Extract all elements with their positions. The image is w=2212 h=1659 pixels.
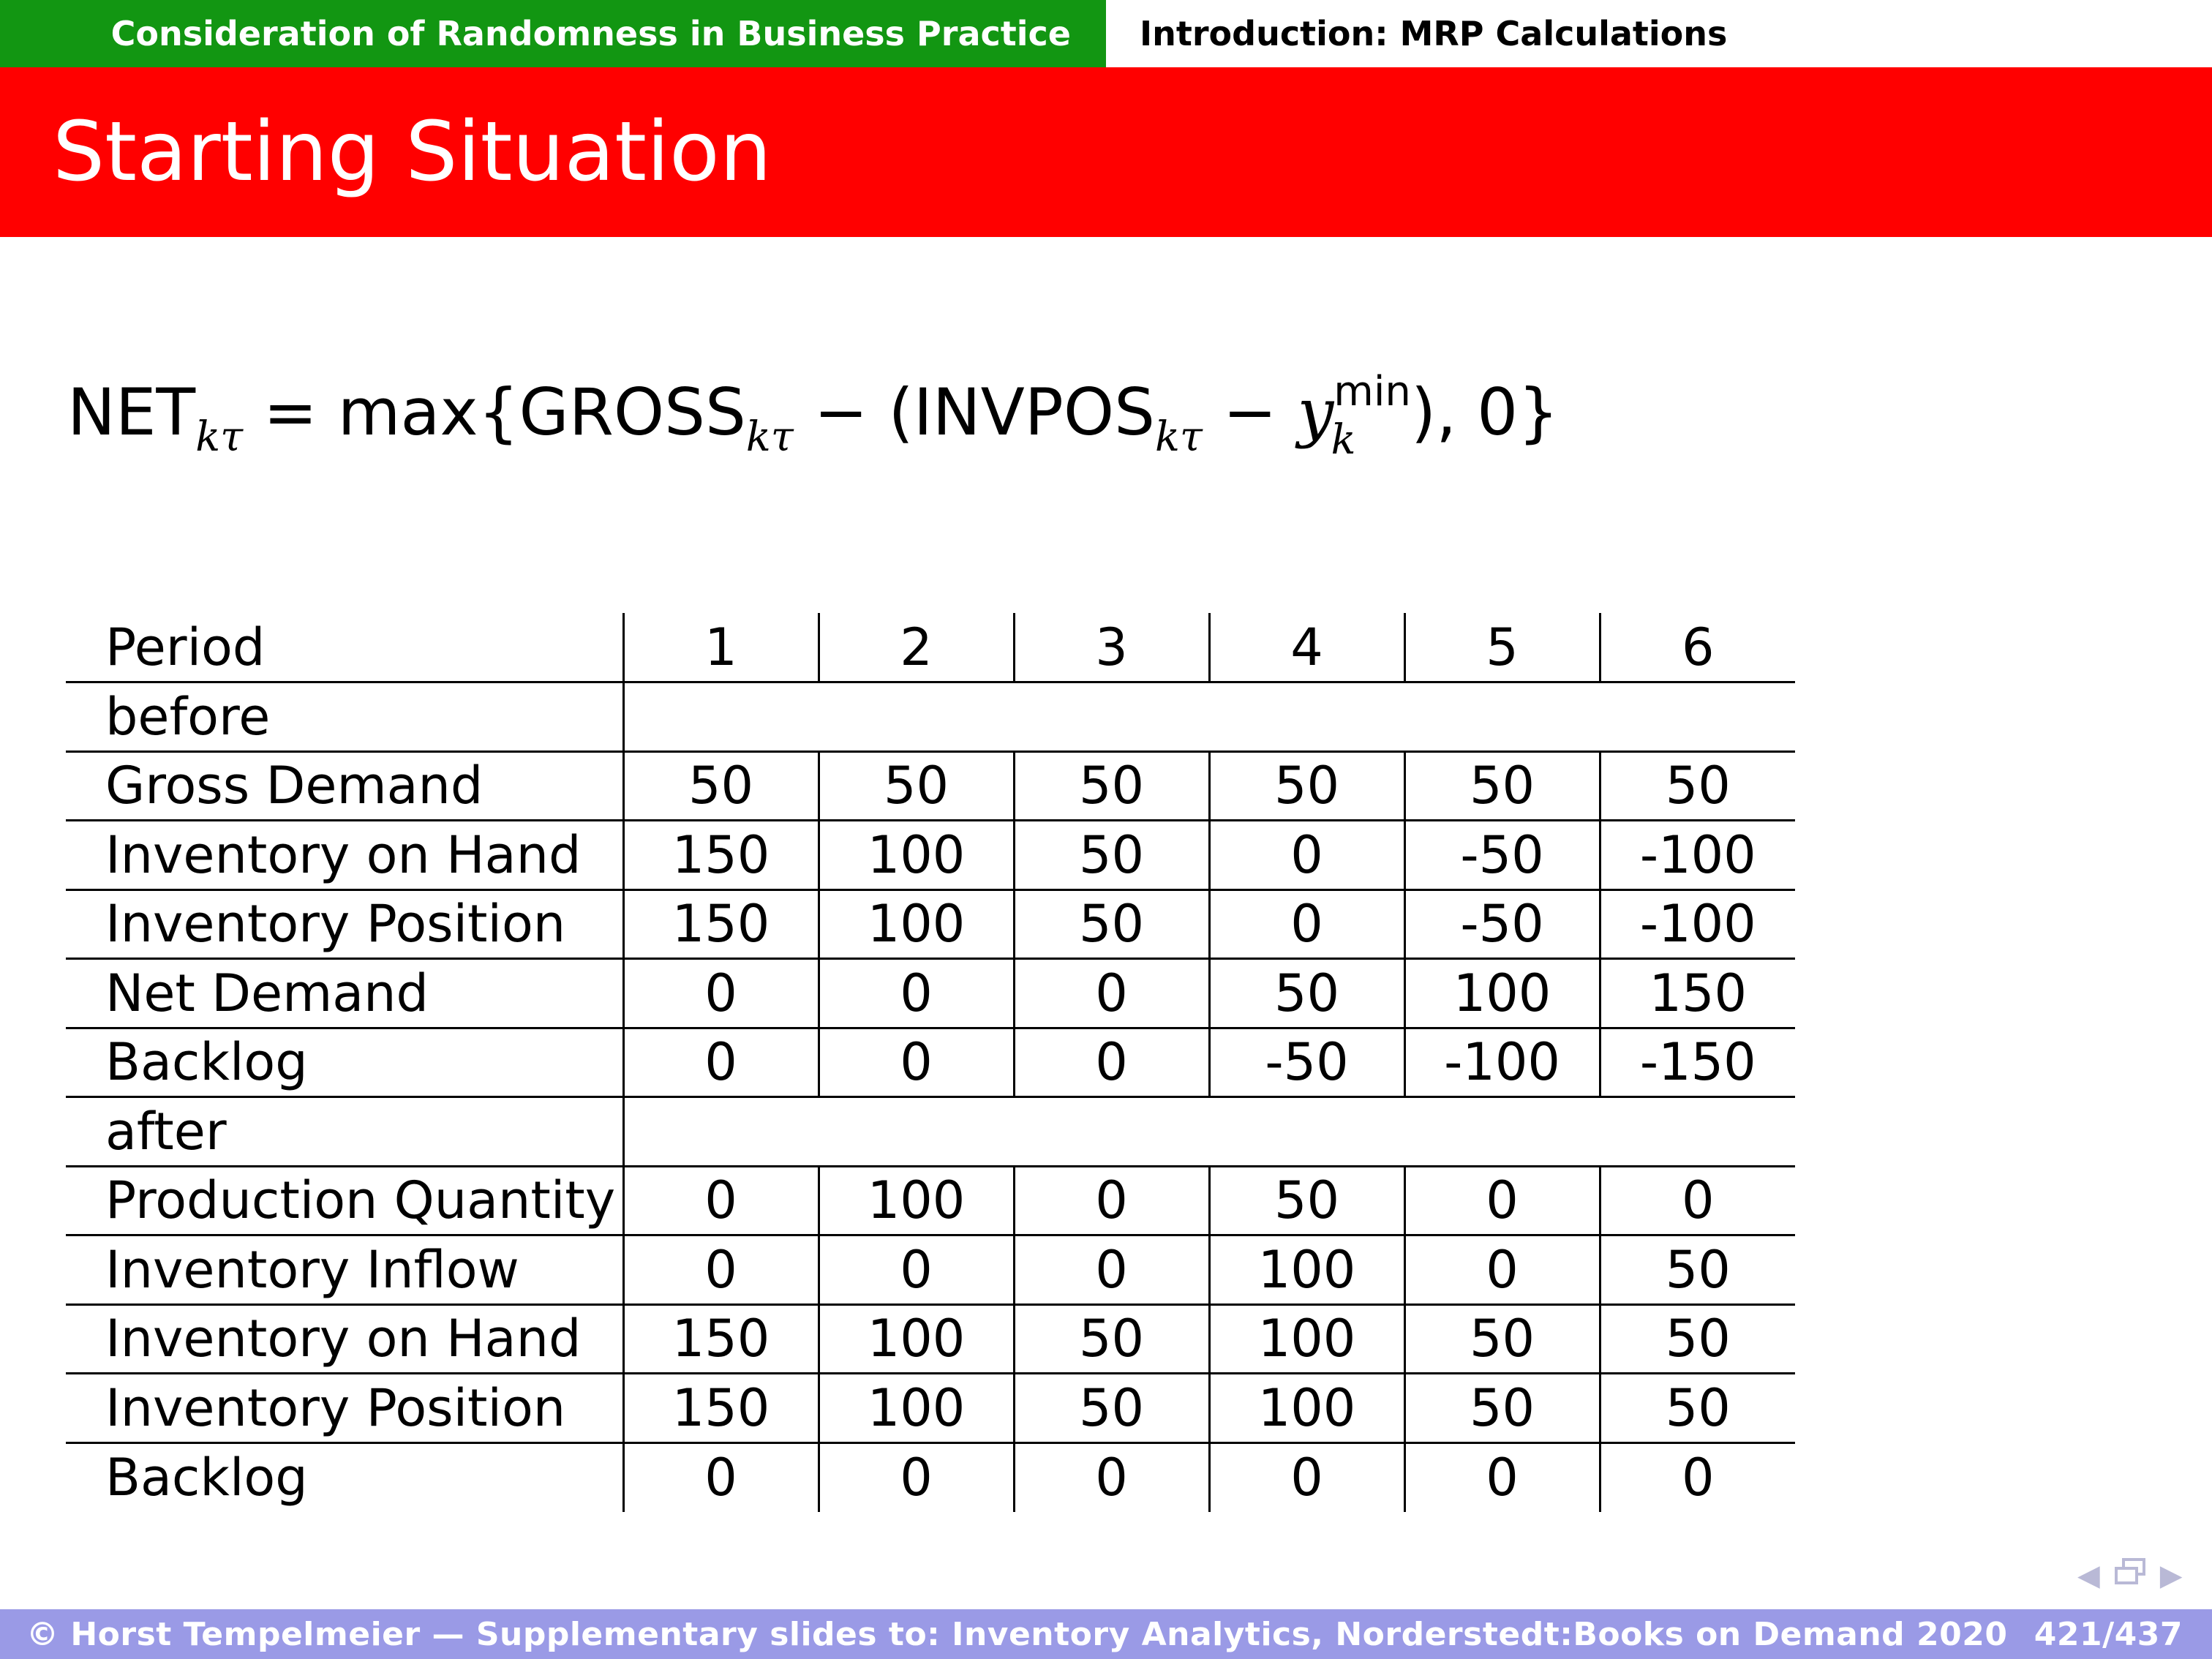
table-cell: 100 bbox=[1404, 959, 1600, 1028]
table-row bbox=[66, 889, 1795, 959]
triangle-right-icon[interactable]: ▶ bbox=[2159, 1559, 2183, 1592]
before-row-label: Backlog bbox=[66, 1028, 623, 1097]
formula-y: y bbox=[1297, 375, 1334, 450]
table-cell: 0 bbox=[819, 1235, 1014, 1305]
table-cell: 0 bbox=[1404, 1442, 1600, 1512]
after-row-label: Production Quantity bbox=[66, 1166, 623, 1235]
table-cell: 100 bbox=[819, 1304, 1014, 1374]
after-row-label: Inventory on Hand bbox=[66, 1304, 623, 1374]
table-row bbox=[66, 751, 1795, 821]
table-cell: 50 bbox=[819, 751, 1014, 821]
table-cell: 50 bbox=[1600, 1374, 1795, 1443]
formula-gross: GROSS bbox=[519, 375, 746, 450]
table-cell: 0 bbox=[1014, 1442, 1209, 1512]
formula-y-sup: min bbox=[1333, 368, 1411, 415]
table-cell: -150 bbox=[1600, 1028, 1795, 1097]
table-cell: 0 bbox=[623, 1235, 819, 1305]
table-cell: 100 bbox=[819, 821, 1014, 890]
table-header-row bbox=[66, 613, 1795, 682]
formula-minus-open: − ( bbox=[793, 375, 914, 450]
period-header: Period bbox=[66, 613, 623, 682]
before-row-label: Inventory on Hand bbox=[66, 821, 623, 890]
table-cell: 50 bbox=[1209, 959, 1404, 1028]
slide-title: Starting Situation bbox=[53, 105, 772, 200]
table-cell: 50 bbox=[1014, 1374, 1209, 1443]
table-cell: 0 bbox=[623, 1166, 819, 1235]
net-demand-formula bbox=[67, 368, 1560, 464]
period-4: 4 bbox=[1209, 613, 1404, 682]
table-cell: 0 bbox=[1014, 959, 1209, 1028]
table-cell: 150 bbox=[623, 1304, 819, 1374]
formula-lhs: NET bbox=[67, 375, 196, 450]
table-cell: 50 bbox=[1404, 1374, 1600, 1443]
table-cell: 150 bbox=[623, 821, 819, 890]
period-1: 1 bbox=[623, 613, 819, 682]
after-row-label: Backlog bbox=[66, 1442, 623, 1512]
section-title[interactable]: Consideration of Randomness in Business Practice bbox=[110, 14, 1071, 53]
before-label: before bbox=[66, 682, 623, 752]
table-cell: 0 bbox=[623, 959, 819, 1028]
table-cell: 0 bbox=[623, 1028, 819, 1097]
table-cell: 50 bbox=[1014, 751, 1209, 821]
table-cell: 100 bbox=[1209, 1235, 1404, 1305]
formula-gross-sub: kτ bbox=[745, 413, 794, 461]
section-title-area bbox=[0, 0, 1106, 67]
table-cell: -100 bbox=[1600, 889, 1795, 959]
table-cell: 0 bbox=[1681, 1448, 1715, 1508]
table-cell: 0 bbox=[1209, 1442, 1404, 1512]
triangle-left-icon[interactable]: ◀ bbox=[2077, 1559, 2100, 1592]
after-spacer bbox=[623, 1097, 1795, 1167]
table-cell: 50 bbox=[1014, 1304, 1209, 1374]
period-3: 3 bbox=[1014, 613, 1209, 682]
table-cell: 50 bbox=[1014, 821, 1209, 890]
table-cell: -50 bbox=[1404, 889, 1600, 959]
header-bar bbox=[0, 0, 2212, 67]
table-cell: 100 bbox=[819, 1166, 1014, 1235]
after-section-row bbox=[66, 1097, 1795, 1167]
table-row bbox=[66, 1304, 1795, 1374]
table-cell: 100 bbox=[819, 1374, 1014, 1443]
period-5: 5 bbox=[1404, 613, 1600, 682]
table-cell: 0 bbox=[1014, 1028, 1209, 1097]
table-cell: -50 bbox=[1404, 821, 1600, 890]
frame-icon[interactable] bbox=[2113, 1558, 2147, 1593]
table-cell: 150 bbox=[623, 1374, 819, 1443]
after-label: after bbox=[66, 1097, 623, 1167]
table-cell: 0 bbox=[1404, 1235, 1600, 1305]
table-cell: -100 bbox=[1404, 1028, 1600, 1097]
table-cell: 50 bbox=[1600, 1304, 1795, 1374]
table-row bbox=[66, 1374, 1795, 1443]
after-row-label: Inventory Position bbox=[66, 1374, 623, 1443]
formula-minus: − bbox=[1202, 375, 1298, 450]
table-cell: 150 bbox=[623, 889, 819, 959]
table-cell: -50 bbox=[1209, 1028, 1404, 1097]
formula-y-sub: k bbox=[1331, 416, 1356, 464]
table-cell: 0 bbox=[1209, 821, 1404, 890]
subsection-title-area bbox=[1106, 0, 2212, 67]
formula-invpos: INVPOS bbox=[913, 375, 1155, 450]
formula-eq: = max{ bbox=[243, 375, 519, 450]
subsection-title[interactable]: Introduction: MRP Calculations bbox=[1140, 14, 1728, 53]
footer-bar bbox=[0, 1609, 2212, 1659]
table-cell: 50 bbox=[1600, 751, 1795, 821]
formula-lhs-sub: kτ bbox=[195, 413, 244, 461]
table-cell: 50 bbox=[623, 751, 819, 821]
before-spacer bbox=[623, 682, 1795, 752]
footer-credit: © Horst Tempelmeier — Supplementary slides to: Inventory Analytics, Norderstedt:Books on Demand 2020 bbox=[26, 1615, 2008, 1653]
period-2: 2 bbox=[819, 613, 1014, 682]
table-row bbox=[66, 959, 1795, 1028]
frame-icon-svg bbox=[2113, 1558, 2147, 1586]
formula-ymin bbox=[1297, 368, 1411, 464]
table-cell: 50 bbox=[1404, 751, 1600, 821]
table-row bbox=[66, 1028, 1795, 1097]
navigation-controls bbox=[2077, 1558, 2183, 1593]
table-cell: 50 bbox=[1014, 889, 1209, 959]
table-row bbox=[66, 1235, 1795, 1305]
after-row-label: Inventory Inflow bbox=[66, 1235, 623, 1305]
table-cell: 100 bbox=[819, 889, 1014, 959]
table-row bbox=[66, 1166, 1795, 1235]
table-row bbox=[66, 1442, 1795, 1512]
mrp-table-container bbox=[66, 613, 1795, 1512]
table-cell: 100 bbox=[1209, 1304, 1404, 1374]
table-cell: 0 bbox=[1209, 889, 1404, 959]
table-cell: 0 bbox=[819, 959, 1014, 1028]
table-cell: 0 bbox=[819, 1028, 1014, 1097]
table-cell: 0 bbox=[1014, 1166, 1209, 1235]
formula-invpos-sub: kτ bbox=[1154, 413, 1203, 461]
table-cell: 100 bbox=[1209, 1374, 1404, 1443]
table-cell: 50 bbox=[1600, 1235, 1795, 1305]
table-cell: 50 bbox=[1209, 1166, 1404, 1235]
table-cell: 0 bbox=[1404, 1166, 1600, 1235]
table-cell: 0 bbox=[623, 1442, 819, 1512]
before-row-label: Gross Demand bbox=[66, 751, 623, 821]
page-number: 421/437 bbox=[2034, 1615, 2183, 1653]
table-cell: -100 bbox=[1600, 821, 1795, 890]
table-cell: 0 bbox=[1014, 1235, 1209, 1305]
formula-tail: ), 0} bbox=[1410, 375, 1560, 450]
table-cell: 50 bbox=[1209, 751, 1404, 821]
mrp-table bbox=[66, 613, 1795, 1512]
period-6: 6 bbox=[1600, 613, 1795, 682]
table-cell: 0 bbox=[819, 1442, 1014, 1512]
table-cell: 50 bbox=[1404, 1304, 1600, 1374]
before-row-label: Inventory Position bbox=[66, 889, 623, 959]
before-row-label: Net Demand bbox=[66, 959, 623, 1028]
table-cell: 0 bbox=[1600, 1166, 1795, 1235]
slide-title-bar bbox=[0, 67, 2212, 237]
table-row bbox=[66, 821, 1795, 890]
table-cell: 150 bbox=[1600, 959, 1795, 1028]
before-section-row bbox=[66, 682, 1795, 752]
